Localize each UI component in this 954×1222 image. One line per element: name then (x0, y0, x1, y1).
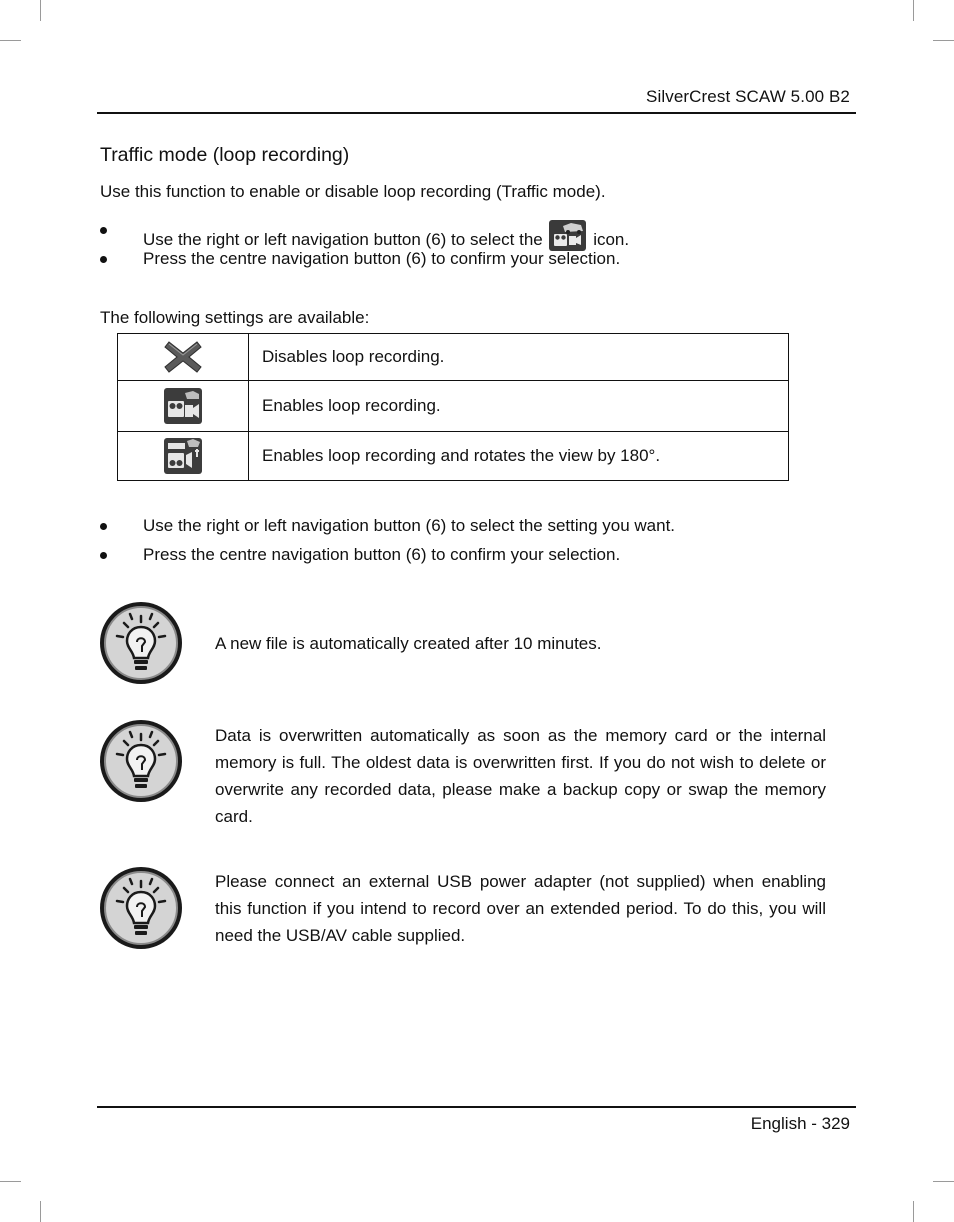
settings-intro: The following settings are available: (100, 308, 370, 327)
bullet-dot (100, 523, 107, 530)
disabled-x-icon (163, 338, 203, 376)
lightbulb-tip-icon (98, 718, 184, 804)
bullet-dot (100, 256, 107, 263)
note-text: Please connect an external USB power adapter (not supplied) when enabling this function if you intend to record over an extended period. To do this, you will need the USB/AV cable supplied. (215, 872, 826, 945)
header-rule (97, 112, 856, 114)
page-number: English - 329 (750, 1114, 850, 1133)
step-text-after-icon: icon. (593, 230, 630, 249)
step-text-before-icon: Use the right or left navigation button (6) to select the (143, 230, 543, 249)
loop-recording-car-icon (549, 220, 586, 251)
setting-description: Enables loop recording and rotates the view by 180°. (249, 432, 789, 481)
note-text: A new file is automatically created after 10 minutes. (215, 634, 602, 653)
table-row (118, 334, 789, 381)
camera-loop-icon (163, 387, 203, 425)
lightbulb-tip-icon (98, 600, 184, 686)
crop-mark (933, 40, 954, 41)
settings-table (117, 333, 789, 481)
setting-description: Enables loop recording. (249, 381, 789, 432)
crop-mark (0, 40, 21, 41)
footer-rule (97, 1106, 856, 1108)
bullet-dot (100, 552, 107, 559)
step-text: Press the centre navigation button (6) to confirm your selection. (143, 249, 621, 268)
section-heading: Traffic mode (loop recording) (100, 144, 350, 166)
step-text: Press the centre navigation button (6) to confirm your selection. (143, 545, 621, 564)
crop-mark (913, 1201, 914, 1222)
setting-icon-cell (118, 381, 249, 432)
table-row (118, 381, 789, 432)
setting-description: Disables loop recording. (249, 334, 789, 381)
crop-mark (40, 0, 41, 21)
camera-loop-rotated-icon (163, 437, 203, 475)
lightbulb-tip-icon (98, 865, 184, 951)
setting-icon-cell (118, 334, 249, 381)
section-intro: Use this function to enable or disable loop recording (Traffic mode). (100, 182, 606, 201)
step-text: Use the right or left navigation button (6) to select the setting you want. (143, 516, 676, 535)
note-text: Data is overwritten automatically as soon as the memory card or the internal memory is full. The oldest data is overwritten first. If you do not wish to delete or overwrite any recorded data, please make a backup copy or swap the memory card. (215, 726, 826, 826)
table-row (118, 432, 789, 481)
crop-mark (0, 1181, 21, 1182)
document-header-title: SilverCrest SCAW 5.00 B2 (646, 87, 850, 106)
crop-mark (40, 1201, 41, 1222)
setting-icon-cell (118, 432, 249, 481)
crop-mark (933, 1181, 954, 1182)
crop-mark (913, 0, 914, 21)
bullet-dot (100, 227, 107, 234)
